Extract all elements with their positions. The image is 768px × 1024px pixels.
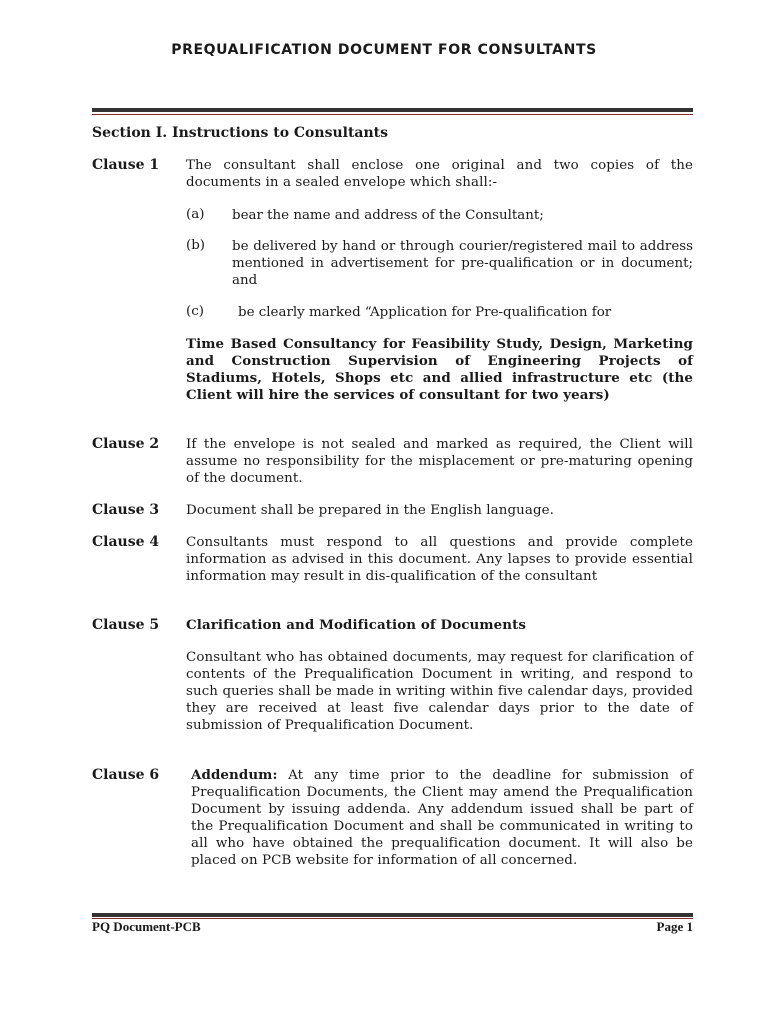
clause-1-item-b-mark: (b) [186,238,206,253]
clause-1-item-a-mark: (a) [186,207,205,222]
clause-6-lead: Addendum: [191,767,278,783]
clause-1-label: Clause 1 [92,157,160,173]
clause-4-label: Clause 4 [92,534,160,550]
page-title: PREQUALIFICATION DOCUMENT FOR CONSULTANTS [171,42,597,58]
footer-rule [92,913,693,917]
footer-document-name: PQ Document-PCB [92,919,201,934]
clause-2-text: If the envelope is not sealed and marked as required, the Client will assume no responsibility for the misplacement or pre-maturing opening of the document. [186,437,693,486]
clause-6-text [191,767,693,869]
clause-1-item-a-text: bear the name and address of the Consultant; [232,208,544,223]
clause-3-text: Document shall be prepared in the English language. [186,503,555,518]
header-rule [92,108,693,112]
clause-1-text: The consultant shall enclose one original and two copies of the documents in a sealed envelope which shall:- [186,158,693,190]
clause-1-item-c-mark: (c) [186,304,204,319]
clause-5-text: Consultant who has obtained documents, may request for clarification of contents of the Prequalification Document in writing, and respond to such queries shall be made in writing within five calendar days, provided they are received at least five calendar days prior to the date of submission of Prequalification Document. [186,650,693,733]
clause-5-heading: Clarification and Modification of Documents [186,617,526,633]
clause-6-body: At any time prior to the deadline for submission of Prequalification Documents, the Client may amend the Prequalification Document by issuing addenda. Any addendum issued shall be part of the Prequalification Document and shall be communicated in writing to all who have obtained the prequalification document. It will also be placed on PCB website for information of all concerned. [191,768,693,868]
footer-page-number: Page 1 [656,919,693,934]
clause-3-label: Clause 3 [92,502,160,518]
header-rule-thin [92,114,693,115]
clause-1-bold-text: Time Based Consultancy for Feasibility Study, Design, Marketing and Construction Supervision of Engineering Projects of Stadiums, Hotels, Shops etc and allied infrastructure etc (the Client will hire the services of consultant for two years) [186,336,693,403]
clause-2-label: Clause 2 [92,436,160,452]
clause-5-label: Clause 5 [92,617,160,633]
section-heading: Section I. Instructions to Consultants [92,125,389,141]
clause-1-item-c-text: be clearly marked “Application for Pre-qualification for [238,305,612,320]
clause-6-label: Clause 6 [92,767,160,783]
clause-4-text: Consultants must respond to all questions and provide complete information as advised in this document. Any lapses to provide essential information may result in dis-qualification of the consultant [186,535,693,584]
clause-1-item-b-text: be delivered by hand or through courier/registered mail to address mentioned in advertisement for pre-qualification or in document; and [232,239,693,288]
